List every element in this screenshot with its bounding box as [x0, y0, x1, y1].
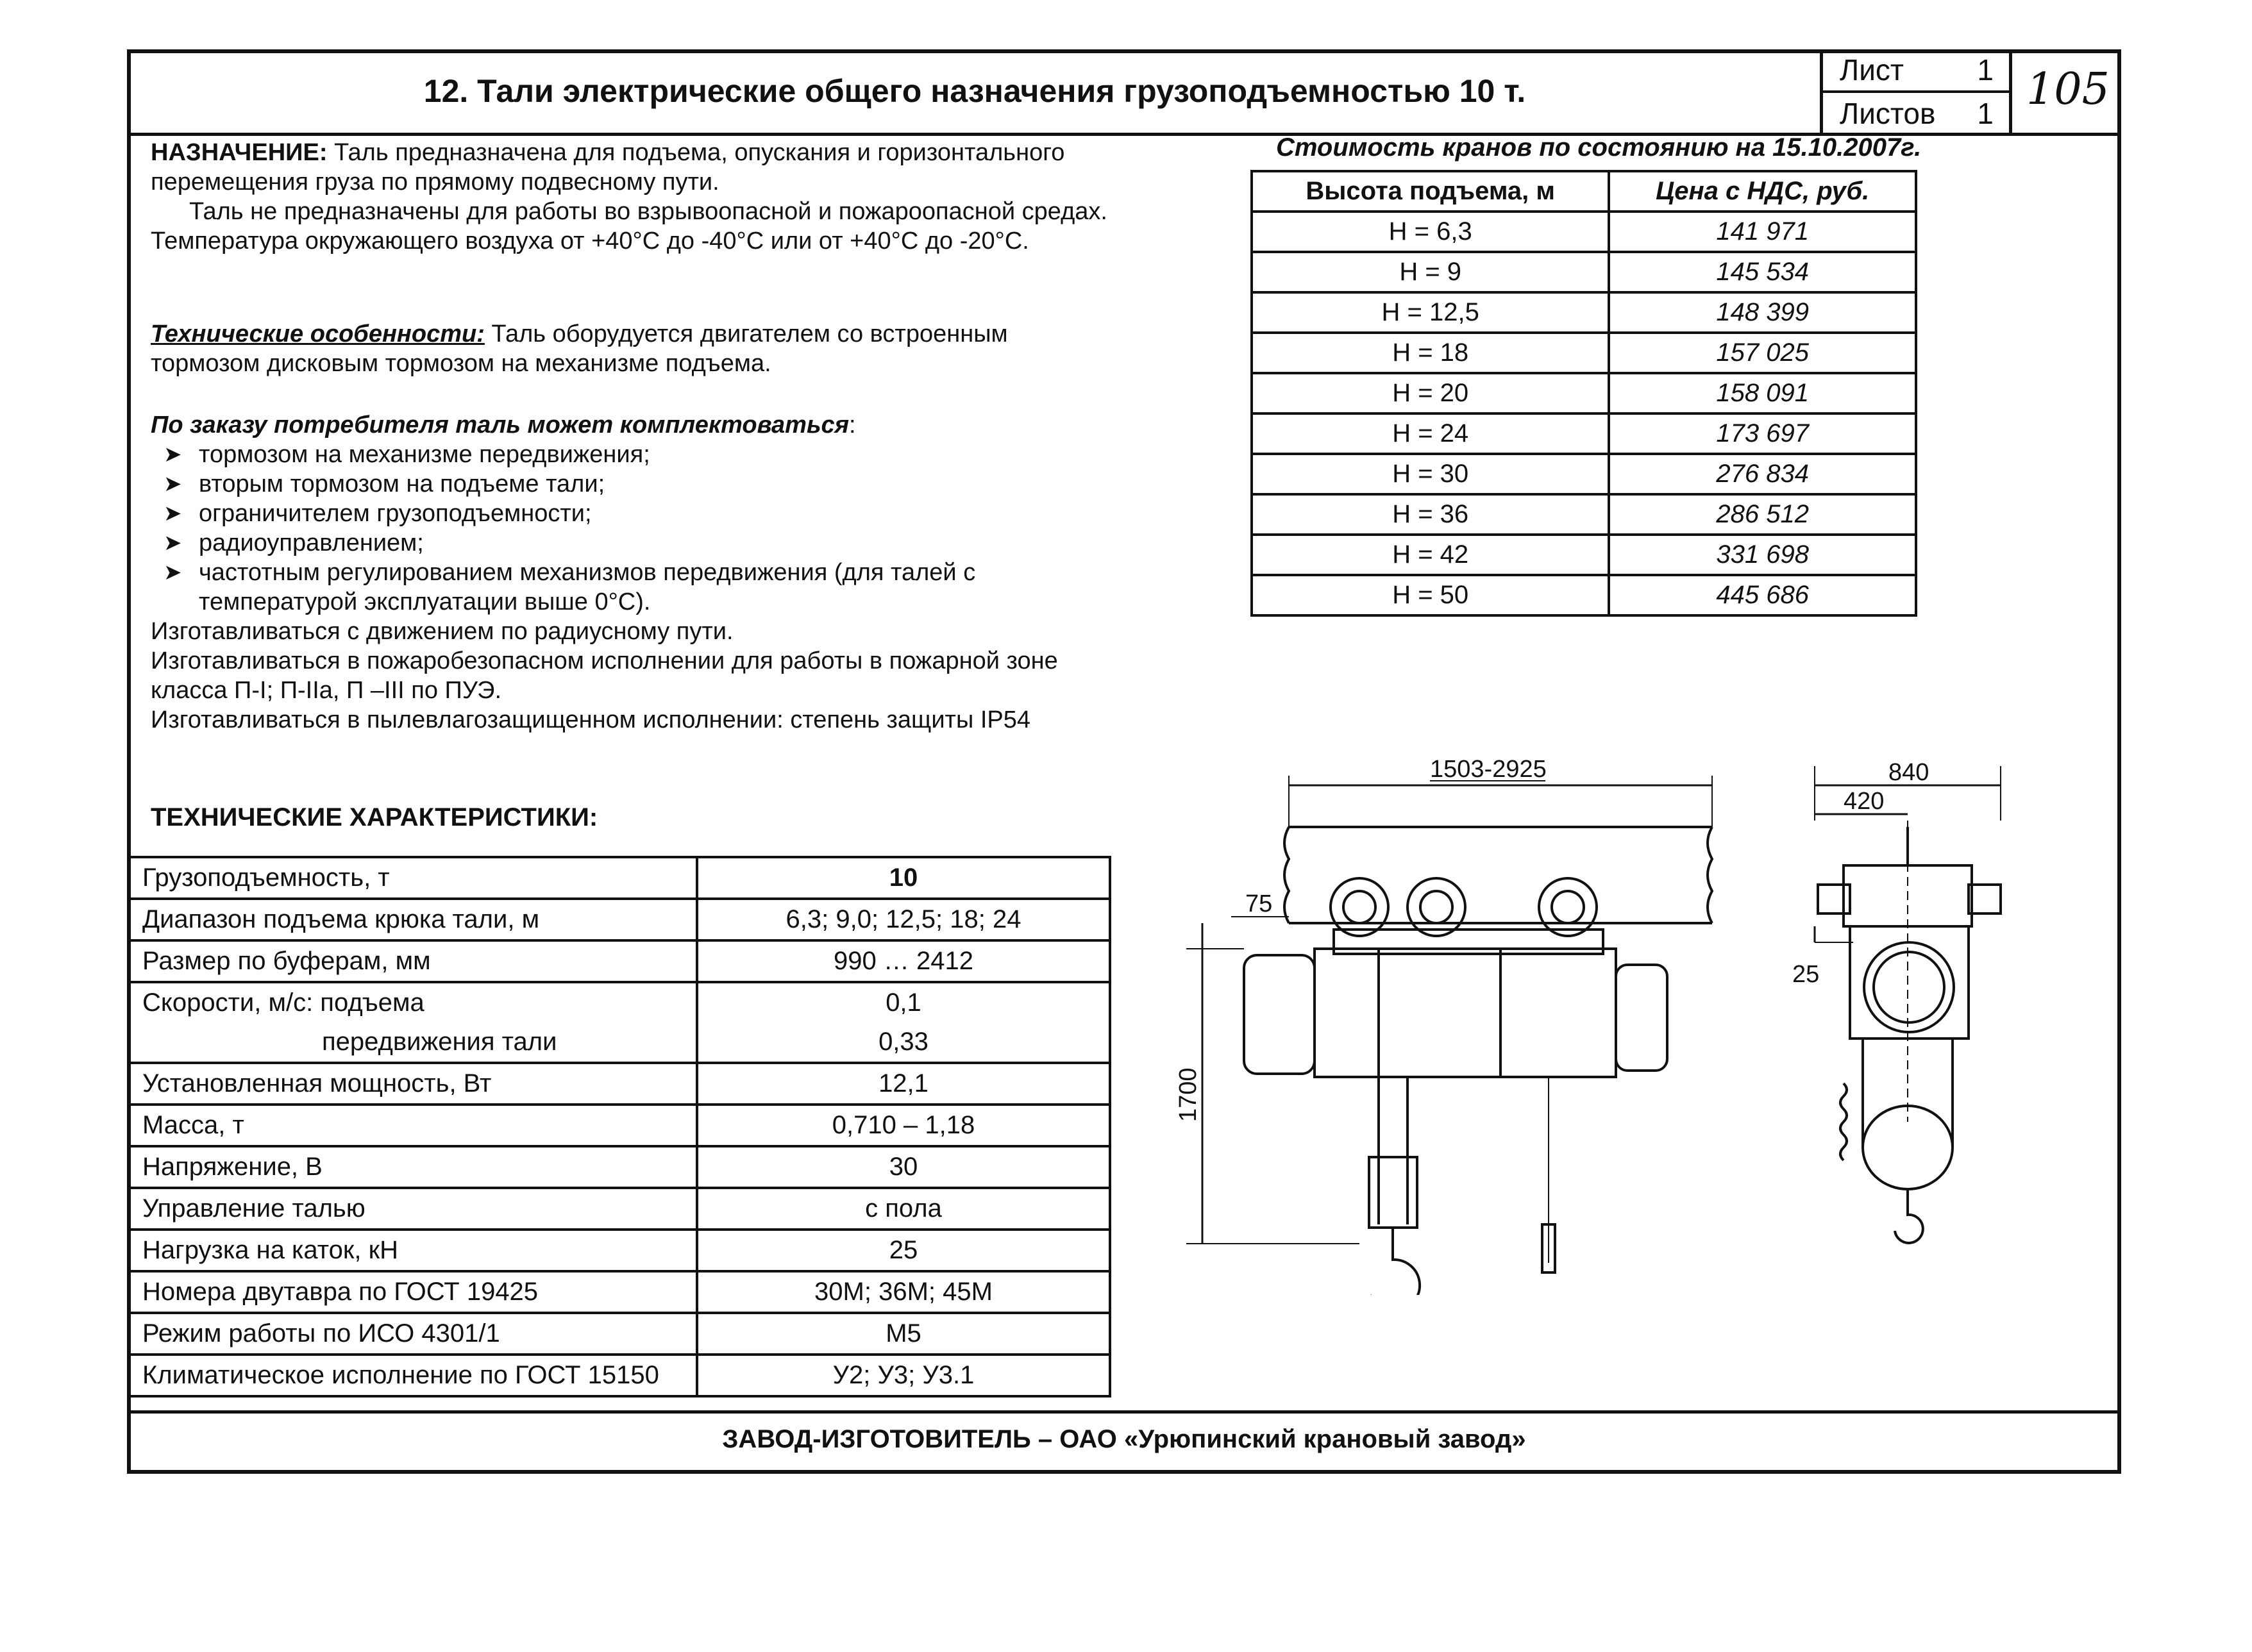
spec-value: У2; У3; У3.1 — [697, 1355, 1110, 1396]
manufacturer-footer: ЗАВОД-ИЗГОТОВИТЕЛЬ – ОАО «Урюпинский крановый завод» — [127, 1410, 2121, 1465]
spec-value: 10 — [697, 857, 1110, 899]
table-row — [128, 1313, 1110, 1355]
spec-label: Нагрузка на каток, кН — [128, 1230, 697, 1271]
spec-value: 0,710 – 1,18 — [697, 1105, 1110, 1146]
options-colon: : — [849, 412, 856, 438]
dim-1700-label: 1700 — [1175, 1067, 1202, 1122]
table-row — [1252, 373, 1916, 413]
handwritten-page-number: 105 — [2026, 64, 2110, 115]
price-value: 157 025 — [1609, 333, 1916, 373]
price-height: Н = 18 — [1252, 333, 1609, 373]
specs-heading: ТЕХНИЧЕСКИЕ ХАРАКТЕРИСТИКИ: — [151, 803, 598, 831]
spec-label: Управление талью — [128, 1188, 697, 1230]
purpose-restriction: Таль не предназначены для работы во взрывоопасной и пожароопасной средах. Температура окружающего воздуха от +40°С до -40°С или от +40°С до -20°С. — [151, 198, 1107, 254]
list-item: ➤ ограничителем грузоподъемности; — [151, 499, 1119, 528]
price-height: Н = 50 — [1252, 575, 1609, 615]
table-row — [1252, 212, 1916, 252]
side-view — [1175, 756, 1712, 1295]
spec-value: 12,1 — [697, 1063, 1110, 1105]
spec-value: 30 — [697, 1146, 1110, 1188]
spec-value: 6,3; 9,0; 12,5; 18; 24 — [697, 899, 1110, 940]
table-row — [1252, 413, 1916, 454]
spec-value: М5 — [697, 1313, 1110, 1355]
options-heading: По заказу потребителя таль может комплектоваться — [151, 412, 850, 438]
hoist-drawing — [1167, 737, 2116, 1295]
price-value: 158 091 — [1609, 373, 1916, 413]
dim-75-label: 75 — [1245, 890, 1273, 917]
spec-value: с пола — [697, 1188, 1110, 1230]
price-height: Н = 12,5 — [1252, 292, 1609, 333]
price-height: Н = 9 — [1252, 252, 1609, 292]
sheet-label: Лист — [1840, 53, 1904, 87]
spec-value: 25 — [697, 1230, 1110, 1271]
table-row — [128, 899, 1110, 940]
spec-label: Масса, т — [128, 1105, 697, 1146]
sheets-value: 1 — [1977, 97, 1994, 130]
specs-table — [127, 856, 1111, 1398]
table-row — [128, 1063, 1110, 1105]
table-row — [128, 1146, 1110, 1188]
price-value: 148 399 — [1609, 292, 1916, 333]
technical-features-section — [151, 319, 1119, 378]
table-row — [128, 1105, 1110, 1146]
table-row — [128, 1355, 1110, 1396]
price-table — [1250, 170, 1917, 617]
dim-420-label: 420 — [1844, 788, 1885, 815]
table-row — [1252, 535, 1916, 575]
front-view — [1792, 759, 2001, 1243]
table-row — [128, 940, 1110, 982]
list-item: ➤ частотным регулированием механизмов передвижения (для талей с температурой эксплуатации выше 0°С). — [151, 558, 1119, 617]
option-extra-ip54: Изготавливаться в пылевлагозащищенном исполнении: степень защиты IP54 — [151, 706, 1030, 733]
purpose-paragraph — [151, 138, 1119, 197]
table-header-row — [1252, 171, 1916, 212]
table-row — [128, 1188, 1110, 1230]
price-value: 141 971 — [1609, 212, 1916, 252]
spec-label: Скорости, м/с: подъема — [128, 982, 697, 1022]
sheet-info-box — [1820, 49, 2012, 135]
table-row — [1252, 494, 1916, 535]
price-value: 276 834 — [1609, 454, 1916, 494]
purpose-text: Таль предназначена для подъема, опускания и горизонтального перемещения груза по прямому подвесному пути. — [151, 139, 1065, 196]
table-row — [1252, 454, 1916, 494]
table-row — [1252, 333, 1916, 373]
table-row — [128, 857, 1110, 899]
price-value: 445 686 — [1609, 575, 1916, 615]
spec-label: передвижения тали — [128, 1022, 697, 1063]
price-col-price: Цена с НДС, руб. — [1609, 171, 1916, 212]
table-row — [128, 1271, 1110, 1313]
dim-length-label: 1503-2925 — [1430, 756, 1547, 783]
sheet-value: 1 — [1977, 53, 1994, 87]
price-height: Н = 20 — [1252, 373, 1609, 413]
list-item: ➤ вторым тормозом на подъеме тали; — [151, 469, 1119, 499]
table-row — [128, 982, 1110, 1022]
spec-value: 990 … 2412 — [697, 940, 1110, 982]
price-height: Н = 24 — [1252, 413, 1609, 454]
spec-label: Номера двутавра по ГОСТ 19425 — [128, 1271, 697, 1313]
sheet-row — [1823, 49, 2009, 90]
dim-25-label: 25 — [1792, 961, 1820, 988]
table-row — [1252, 575, 1916, 615]
price-caption: Стоимость кранов по состоянию на 15.10.2007г. — [1276, 133, 1922, 162]
spec-label: Режим работы по ИСО 4301/1 — [128, 1313, 697, 1355]
option-extra-radius: Изготавливаться с движением по радиусному пути. — [151, 618, 734, 645]
spec-label: Грузоподъемность, т — [128, 857, 697, 899]
price-height: Н = 6,3 — [1252, 212, 1609, 252]
price-value: 331 698 — [1609, 535, 1916, 575]
list-item: ➤ тормозом на механизме передвижения; — [151, 440, 1119, 469]
spec-label: Напряжение, В — [128, 1146, 697, 1188]
price-value: 145 534 — [1609, 252, 1916, 292]
spec-label: Климатическое исполнение по ГОСТ 15150 — [128, 1355, 697, 1396]
price-col-height: Высота подъема, м — [1252, 171, 1609, 212]
spec-value: 30М; 36М; 45М — [697, 1271, 1110, 1313]
price-value: 286 512 — [1609, 494, 1916, 535]
table-row — [1252, 292, 1916, 333]
spec-label: Диапазон подъема крюка тали, м — [128, 899, 697, 940]
option-extra-fireproof: Изготавливаться в пожаробезопасном исполнении для работы в пожарной зоне класса П-I; П-IIа, П –III по ПУЭ. — [151, 647, 1058, 704]
table-row — [128, 1230, 1110, 1271]
page-title: 12. Тали электрические общего назначения грузоподъемностью 10 т. — [423, 73, 1526, 109]
technical-features-text: Таль оборудуется двигателем со встроенным тормозом дисковым тормозом на механизме подъема. — [151, 321, 1008, 377]
spec-label: Установленная мощность, Вт — [128, 1063, 697, 1105]
table-row — [128, 1022, 1110, 1063]
price-height: Н = 36 — [1252, 494, 1609, 535]
spec-value: 0,33 — [697, 1022, 1110, 1063]
spec-label: Размер по буферам, мм — [128, 940, 697, 982]
sheets-row — [1823, 90, 2009, 134]
price-value: 173 697 — [1609, 413, 1916, 454]
options-section — [151, 410, 1119, 735]
list-item: ➤ радиоуправлением; — [151, 528, 1119, 558]
dim-840-label: 840 — [1888, 759, 1929, 786]
price-height: Н = 30 — [1252, 454, 1609, 494]
technical-features-label: Технические особенности: — [151, 321, 485, 347]
purpose-section — [151, 138, 1119, 256]
purpose-label: НАЗНАЧЕНИЕ: — [151, 139, 328, 166]
table-row — [1252, 252, 1916, 292]
sheets-label: Листов — [1840, 97, 1936, 130]
options-list — [151, 440, 1119, 617]
price-height: Н = 42 — [1252, 535, 1609, 575]
spec-value: 0,1 — [697, 982, 1110, 1022]
